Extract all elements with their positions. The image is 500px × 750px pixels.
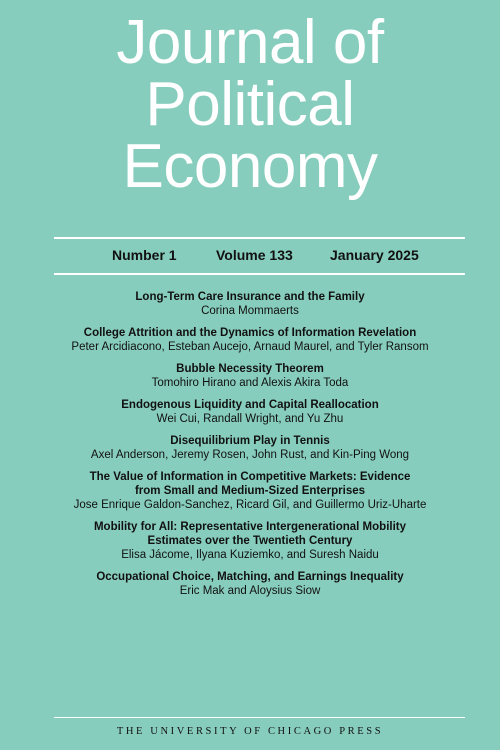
article-title: Estimates over the Twentieth Century: [147, 535, 353, 547]
issue-volume: Volume 133: [216, 247, 293, 263]
article-authors: Corina Mommaerts: [201, 305, 299, 317]
article-authors: Axel Anderson, Jeremy Rosen, John Rust, and Kin-Ping Wong: [90, 449, 410, 461]
top-divider: [54, 237, 465, 239]
article-entry: [0, 470, 500, 512]
article-title: from Small and Medium-Sized Enterprises: [134, 485, 366, 497]
article-authors: Peter Arcidiacono, Esteban Aucejo, Arnaud Maurel, and Tyler Ransom: [71, 341, 429, 353]
article-title: Bubble Necessity Theorem: [176, 363, 324, 375]
journal-title: [0, 8, 500, 201]
article-authors: Elisa Jácome, Ilyana Kuziemko, and Suresh Naidu: [121, 549, 379, 561]
article-entry: [0, 290, 500, 318]
issue-divider: [54, 273, 465, 275]
article-title: College Attrition and the Dynamics of Information Revelation: [83, 327, 417, 339]
article-title: Mobility for All: Representative Intergenerational Mobility: [93, 521, 407, 533]
article-entry: [0, 326, 500, 354]
publisher-name: THE UNIVERSITY OF CHICAGO PRESS: [116, 726, 384, 737]
issue-number: Number 1: [112, 247, 177, 263]
article-authors: Jose Enrique Galdon-Sanchez, Ricard Gil, and Guillermo Uriz-Uharte: [73, 499, 427, 511]
article-entry: [0, 362, 500, 390]
article-title: Endogenous Liquidity and Capital Reallocation: [121, 399, 379, 411]
article-authors: Wei Cui, Randall Wright, and Yu Zhu: [156, 413, 344, 425]
table-of-contents: [0, 290, 500, 606]
article-entry: [0, 520, 500, 562]
journal-title-line-2: Political: [145, 70, 355, 139]
article-entry: [0, 434, 500, 462]
issue-date: January 2025: [330, 247, 419, 263]
journal-title-line-1: Journal of: [116, 8, 384, 77]
article-title: Occupational Choice, Matching, and Earnings Inequality: [96, 571, 404, 583]
article-entry: [0, 570, 500, 598]
article-title: Long-Term Care Insurance and the Family: [135, 291, 365, 303]
article-authors: Eric Mak and Aloysius Siow: [179, 585, 321, 597]
article-title: The Value of Information in Competitive Markets: Evidence: [89, 471, 411, 483]
article-entry: [0, 398, 500, 426]
journal-title-line-3: Economy: [122, 132, 378, 201]
bottom-divider: [54, 717, 465, 718]
article-title: Disequilibrium Play in Tennis: [170, 435, 330, 447]
article-authors: Tomohiro Hirano and Alexis Akira Toda: [151, 377, 349, 389]
